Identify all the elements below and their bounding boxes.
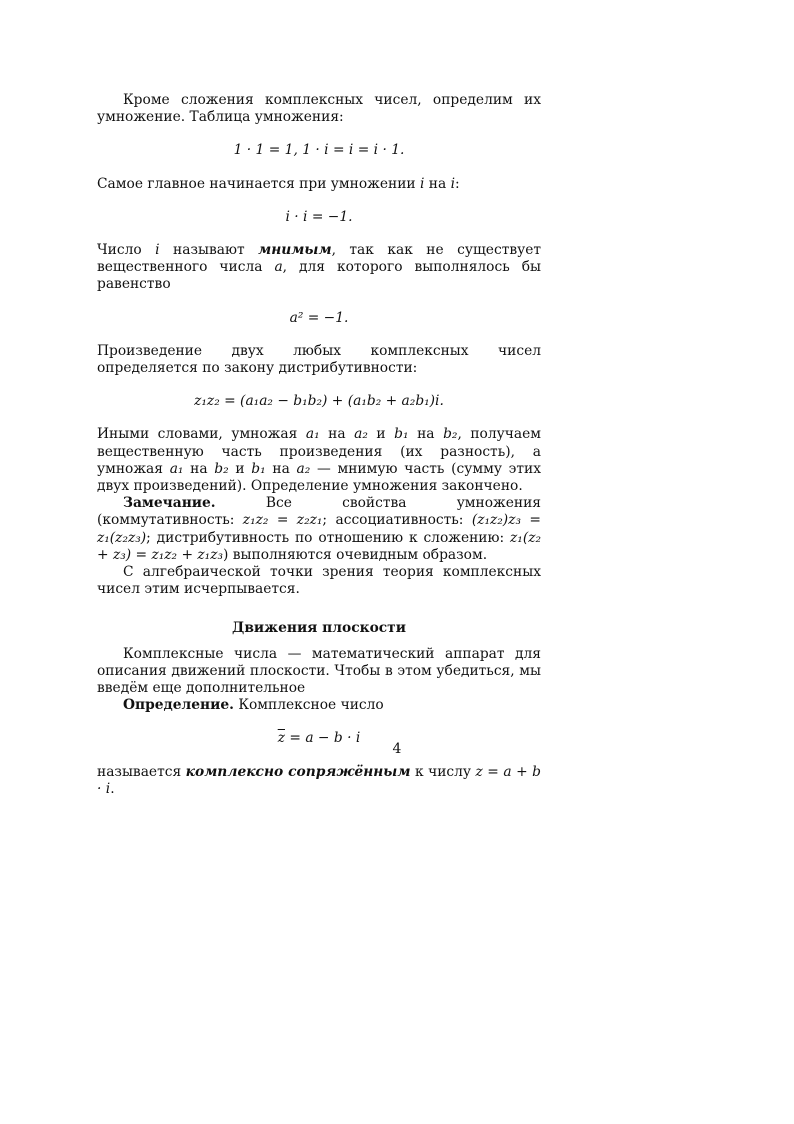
text-run: и [228,460,252,477]
math-associativity: (z₁z₂)z₃ = z₁(z₂z₃) [97,512,541,546]
text-run: называют [159,242,259,259]
paragraph-multiplication-intro: Кроме сложения комплексных чисел, определим их умножение. Таблица умножения: [97,92,541,126]
text-run: ; дистрибутивность по отношению к сложению: [146,529,511,546]
math-b1: b₁ [251,460,266,477]
remark-label: Замечание. [123,495,216,512]
math-a2: a₂ [296,460,311,477]
text-run: на [319,426,355,443]
term-conjugate: комплексно сопряжённым [185,763,411,780]
paragraph-definition [97,697,541,714]
text-run: на [183,460,215,477]
definition-label: Определение. [123,697,234,714]
equation-i-squared: i · i = −1. [285,208,353,225]
text-run: : [455,175,460,192]
math-z-bar: $\overline{z}$ [277,730,285,747]
text-run: на [265,460,297,477]
paragraph-imaginary [97,242,541,294]
math-i: i [450,175,456,192]
equation-a-squared: a² = −1. [289,309,349,326]
section-heading: Движения плоскости [232,620,406,637]
math-i: i [155,242,160,259]
text-run: Комплексное число [233,697,384,714]
text-run: Число [97,242,156,259]
math-i: i [419,175,425,192]
text-run: . [110,780,115,797]
text-run: — мнимую часть (сумму этих двух произведений). Определение умножения закончено. [97,460,541,495]
math-rhs: = a − b · i [284,730,361,747]
paragraph-conjugate [97,764,541,798]
math-z: z = a + b · i [97,763,541,797]
paragraph-explanation [97,426,541,495]
math-a1: a₁ [305,426,320,443]
paragraph-plane-motions: Комплексные числа — математический аппарат для описания движений плоскости. Чтобы в этом убедиться, мы введём еще дополнительное [97,645,541,697]
math-a2: a₂ [354,426,368,443]
text-run: Самое главное начинается при умножении [97,175,420,192]
paragraph-algebraic-end: С алгебраической точки зрения теория комплексных чисел этим исчерпывается. [97,564,541,598]
text-run: Иными словами, умножая [97,426,306,443]
text-run: , получаем вещественную часть произведения (их разность), а умножая [97,426,541,477]
term-imaginary: мнимым [258,242,332,259]
text-run: на [408,426,444,443]
text-run: , так как не существует вещественного числа [97,242,542,276]
math-b1: b₁ [394,426,409,443]
equation-multiplication-table: 1 · 1 = 1, 1 · i = i = i · 1. [233,142,405,159]
text-run: ) выполняются очевидным образом. [223,546,488,563]
paragraph-remark [97,495,541,564]
text-run: на [424,175,451,192]
text-run: к числу [410,763,476,780]
equation-product: z₁z₂ = (a₁a₂ − b₁b₂) + (a₁b₂ + a₂b₁)i. [194,393,444,410]
math-a: a [274,259,283,276]
text-run: и [367,426,395,443]
text-run: ; ассоциативность: [322,512,472,529]
paragraph-i-times-i [97,176,541,193]
math-a1: a₁ [169,460,184,477]
text-run: Все свойства умножения (коммутативность: [97,495,541,529]
math-commutativity: z₁z₂ = z₂z₁ [242,512,323,529]
math-distributivity: z₁(z₂ + z₃) = z₁z₂ + z₁z₃ [97,529,541,563]
text-run: , для которого выполнялось бы равенство [97,259,541,293]
text-column [97,92,541,798]
math-b2: b₂ [214,460,229,477]
page-number: 4 [392,741,402,757]
math-b2: b₂ [443,426,458,443]
paragraph-distributive: Произведение двух любых комплексных чисел определяется по закону дистрибутивности: [97,342,541,377]
text-run: называется [97,763,186,780]
